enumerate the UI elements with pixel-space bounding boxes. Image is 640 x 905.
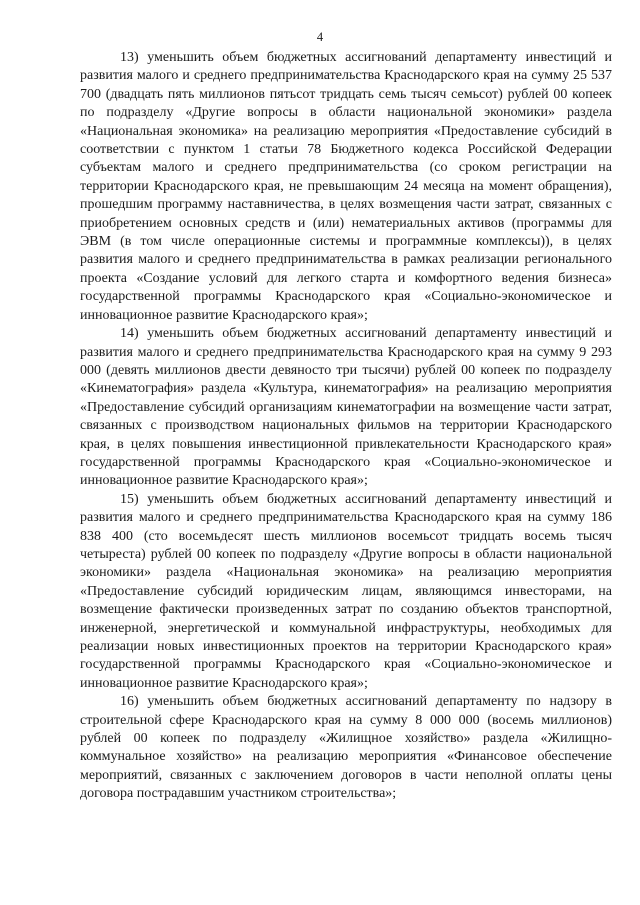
paragraph-item-14: 14) уменьшить объем бюджетных ассигнований департаменту инвестиций и развития малого и среднего предпринимательства Краснодарского края на сумму 9 293 000 (девять миллионов двести девяносто три тысячи) рублей 00 копеек по подразделу «Кинематография» раздела «Культура, кинематография» на реализацию мероприятия «Предоставление субсидий организациям кинематографии на возмещение части затрат, связанных с производством национальных фильмов на территории Краснодарского края, в целях повышения инвестиционной привлекательности Краснодарского края» государственной программы Краснодарского края «Социально-экономическое и инновационное развитие Краснодарского края»; [80,326,612,489]
paragraph-item-15: 15) уменьшить объем бюджетных ассигнований департаменту инвестиций и развития малого и среднего предпринимательства Краснодарского края на сумму 186 838 400 (сто восемьдесят шесть миллионов восемьсот тридцать восемь тысяч четыреста) рублей 00 копеек по подразделу «Другие вопросы в области национальной экономики» раздела «Национальная экономика» на реализацию мероприятия «Предоставление субсидий юридическим лицам, являющимся инвесторами, на возмещение фактически произведенных затрат по созданию объектов транспортной, инженерной, энергетической и коммунальной инфраструктуры, необходимых для реализации новых инвестиционных проектов на территории Краснодарского края» государственной программы Краснодарского края «Социально-экономическое и инновационное развитие Краснодарского края»; [80,491,612,691]
paragraph-item-13: 13) уменьшить объем бюджетных ассигнований департаменту инвестиций и развития малого и среднего предпринимательства Краснодарского края на сумму 25 537 700 (двадцать пять миллионов пятьсот тридцать семь тысяч семьсот) рублей 00 копеек по подразделу «Другие вопросы в области национальной экономики» раздела «Национальная экономика» на реализацию мероприятия «Предоставление субсидий в соответствии с пунктом 1 статьи 78 Бюджетного кодекса Российской Федерации субъектам малого и среднего предпринимательства (со сроком регистрации на территории Краснодарского края, не превышающим 24 месяца на момент обращения), прошедшим программу наставничества, в целях возмещения части затрат, связанных с приобретением основных средств и (или) нематериальных активов (программы для ЭВМ (в том числе операционные системы и программные комплексы)), в целях развития малого и среднего предпринимательства в рамках реализации регионального проекта «Создание условий для легкого старта и комфортного ведения бизнеса» государственной программы Краснодарского края «Социально-экономическое и инновационное развитие Краснодарского края»; [80,50,612,323]
document-body [80,49,612,804]
paragraph-item-16: 16) уменьшить объем бюджетных ассигнований департаменту по надзору в строительной сфере Краснодарского края на сумму 8 000 000 (восемь миллионов) рублей 00 копеек по подразделу «Жилищное хозяйство» раздела «Жилищно-коммунальное хозяйство» на реализацию мероприятия «Финансовое обеспечение мероприятий, связанных с заключением договоров в части неполной оплаты цены договора пострадавшим участником строительства»; [80,694,612,802]
page-number: 4 [316,30,324,44]
